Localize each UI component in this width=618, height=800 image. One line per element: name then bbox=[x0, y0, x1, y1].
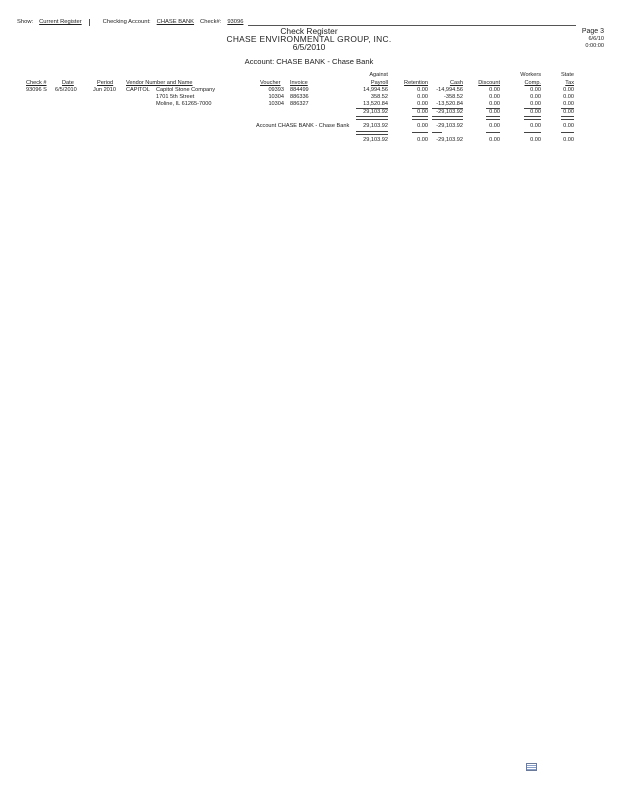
line-cash: -14,994.56 bbox=[436, 87, 463, 93]
col-against-top: Against bbox=[369, 72, 388, 78]
grand-total-workers: 0.00 bbox=[530, 137, 541, 143]
line-state: 0.00 bbox=[563, 87, 574, 93]
line-discount: 0.00 bbox=[489, 94, 500, 100]
account-total-workers: 0.00 bbox=[530, 123, 541, 129]
filter-bar bbox=[14, 19, 246, 26]
line-against: 358.52 bbox=[370, 94, 388, 100]
grand-total-retention: 0.00 bbox=[417, 137, 428, 143]
line-voucher: 10304 bbox=[268, 94, 284, 100]
line-cash: -13,520.84 bbox=[436, 101, 463, 107]
account-total-label: Account CHASE BANK - Chase Bank bbox=[256, 123, 350, 129]
col-against: Payroll bbox=[370, 80, 388, 86]
line-invoice: 886327 bbox=[290, 101, 309, 107]
line-cash: -358.52 bbox=[444, 94, 463, 100]
line-workers: 0.00 bbox=[530, 101, 541, 107]
short-rule bbox=[524, 132, 541, 133]
vendor-address-2: Moline, IL 61265-7000 bbox=[156, 101, 212, 107]
double-rule bbox=[432, 116, 463, 120]
col-cash: Cash bbox=[449, 80, 463, 86]
check-total-cash: -29,103.92 bbox=[436, 109, 463, 115]
show-value: Current Register bbox=[39, 19, 82, 25]
col-date: Date bbox=[62, 80, 74, 86]
page-number: Page 3 bbox=[581, 28, 604, 35]
grand-total-state: 0.00 bbox=[563, 137, 574, 143]
checking-label: Checking Account: bbox=[102, 19, 151, 25]
line-retention: 0.00 bbox=[417, 101, 428, 107]
line-voucher: 10304 bbox=[268, 101, 284, 107]
line-retention: 0.00 bbox=[417, 94, 428, 100]
line-workers: 0.00 bbox=[530, 94, 541, 100]
line-discount: 0.00 bbox=[489, 87, 500, 93]
short-rule bbox=[486, 132, 500, 133]
double-rule bbox=[412, 116, 428, 120]
show-label: Show: bbox=[17, 19, 34, 25]
account-heading: Account: CHASE BANK - Chase Bank bbox=[244, 57, 374, 66]
checks-value: 93096 bbox=[227, 19, 244, 25]
double-rule bbox=[356, 116, 388, 120]
line-discount: 0.00 bbox=[489, 101, 500, 107]
col-retention: Retention bbox=[404, 80, 428, 86]
check-period: Jun 2010 bbox=[93, 87, 117, 93]
vendor-name: Capitol Stone Company bbox=[156, 87, 216, 93]
checking-value: CHASE BANK bbox=[156, 19, 195, 25]
check-total-workers: 0.00 bbox=[530, 109, 541, 115]
col-workers: Comp. bbox=[524, 80, 541, 86]
report-title: Check Register bbox=[280, 26, 338, 36]
double-rule bbox=[561, 116, 574, 120]
line-against: 14,994.56 bbox=[363, 87, 388, 93]
check-total-discount: 0.00 bbox=[489, 109, 500, 115]
line-invoice: 886336 bbox=[290, 94, 309, 100]
check-date: 6/5/2010 bbox=[55, 87, 77, 93]
double-rule bbox=[356, 131, 388, 135]
col-workers-top: Workers bbox=[520, 72, 541, 78]
account-total-retention: 0.00 bbox=[417, 123, 428, 129]
short-rule bbox=[412, 132, 428, 133]
col-voucher: Voucher bbox=[260, 80, 281, 86]
account-total-cash: -29,103.92 bbox=[436, 123, 463, 129]
grand-total-cash: -29,103.92 bbox=[436, 137, 463, 143]
run-time: 0:00:00 bbox=[585, 43, 604, 49]
checks-label: Check#: bbox=[200, 19, 222, 25]
line-state: 0.00 bbox=[563, 94, 574, 100]
short-rule bbox=[561, 132, 574, 133]
company-name: CHASE ENVIRONMENTAL GROUP, INC. bbox=[226, 34, 392, 44]
report-date: 6/5/2010 bbox=[292, 42, 326, 52]
account-total-state: 0.00 bbox=[563, 123, 574, 129]
double-rule bbox=[486, 116, 500, 120]
line-state: 0.00 bbox=[563, 101, 574, 107]
col-discount: Discount bbox=[478, 80, 500, 86]
col-state-top: State bbox=[560, 72, 574, 78]
col-vendor: Vendor Number and Name bbox=[126, 80, 193, 86]
line-against: 13,520.84 bbox=[363, 101, 388, 107]
line-retention: 0.00 bbox=[417, 87, 428, 93]
col-state: Tax bbox=[565, 80, 574, 86]
col-period: Period bbox=[97, 80, 114, 86]
line-workers: 0.00 bbox=[530, 87, 541, 93]
short-rule bbox=[432, 132, 442, 133]
check-total-state: 0.00 bbox=[563, 109, 574, 115]
double-rule bbox=[524, 116, 541, 120]
check-total-against: 29,103.92 bbox=[363, 109, 388, 115]
col-check: Check # bbox=[26, 80, 47, 86]
document-icon bbox=[526, 763, 537, 771]
line-voucher: 09393 bbox=[268, 87, 284, 93]
run-date: 6/6/10 bbox=[588, 36, 604, 42]
divider bbox=[89, 19, 96, 26]
check-total-retention: 0.00 bbox=[417, 109, 428, 115]
grand-total-discount: 0.00 bbox=[489, 137, 500, 143]
vendor-number: CAPITOL bbox=[126, 87, 150, 93]
line-invoice: 884499 bbox=[290, 87, 309, 93]
account-total-discount: 0.00 bbox=[489, 123, 500, 129]
grand-total-against: 29,103.92 bbox=[363, 137, 388, 143]
account-total-against: 29,103.92 bbox=[363, 123, 388, 129]
vendor-address-1: 1701 5th Street bbox=[156, 94, 195, 100]
col-invoice: Invoice bbox=[290, 80, 308, 86]
check-number: 93096 S bbox=[26, 87, 47, 93]
